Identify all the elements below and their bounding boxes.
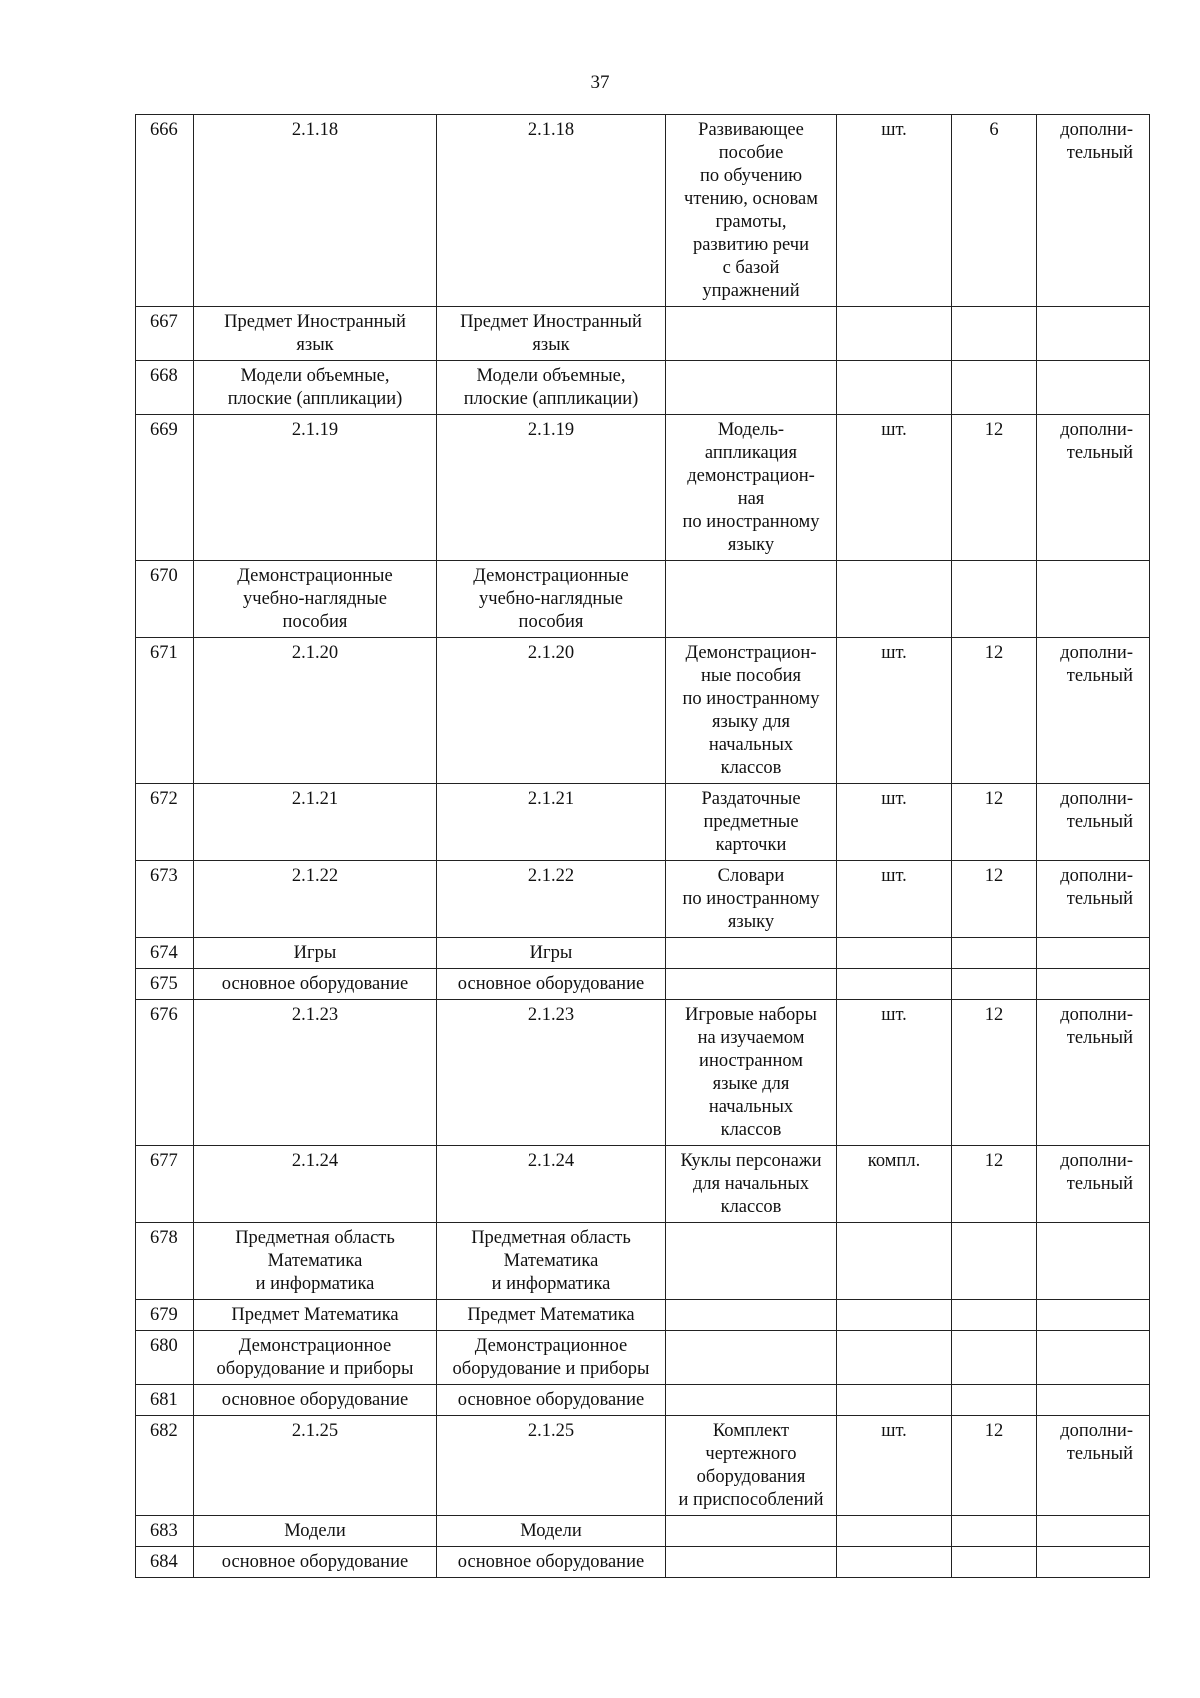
row-number-cell: 677 (136, 1146, 194, 1223)
unit-cell: шт. (837, 1416, 952, 1516)
quantity-cell: 12 (952, 1000, 1037, 1146)
table-row (136, 561, 1150, 638)
unit-cell: шт. (837, 1000, 952, 1146)
table-row (136, 938, 1150, 969)
equipment-type-cell: дополни- тельный (1037, 638, 1150, 784)
quantity-cell: 6 (952, 115, 1037, 307)
equipment-type-cell (1037, 1331, 1150, 1385)
item-name-cell: Комплект чертежного оборудования и приспособлений (666, 1416, 837, 1516)
quantity-cell: 12 (952, 784, 1037, 861)
row-number-cell: 674 (136, 938, 194, 969)
quantity-cell: 12 (952, 638, 1037, 784)
quantity-cell (952, 1223, 1037, 1300)
item-name-cell: Развивающее пособие по обучению чтению, основам грамоты, развитию речи с базой упражнений (666, 115, 837, 307)
table-row (136, 1223, 1150, 1300)
section-code-alt-cell: основное оборудование (437, 1547, 666, 1578)
unit-cell (837, 1223, 952, 1300)
item-name-cell: Игровые наборы на изучаемом иностранном языке для начальных классов (666, 1000, 837, 1146)
row-number-cell: 668 (136, 361, 194, 415)
row-number-cell: 681 (136, 1385, 194, 1416)
item-name-cell: Модель- аппликация демонстрацион- ная по иностранному языку (666, 415, 837, 561)
section-code-cell: 2.1.18 (194, 115, 437, 307)
item-name-cell (666, 1300, 837, 1331)
quantity-cell (952, 1300, 1037, 1331)
table-row (136, 415, 1150, 561)
section-code-alt-cell: Модели (437, 1516, 666, 1547)
item-name-cell (666, 307, 837, 361)
table-row (136, 1516, 1150, 1547)
section-code-alt-cell: 2.1.24 (437, 1146, 666, 1223)
unit-cell: шт. (837, 861, 952, 938)
equipment-type-cell (1037, 1223, 1150, 1300)
item-name-cell: Куклы персонажи для начальных классов (666, 1146, 837, 1223)
table-row (136, 1416, 1150, 1516)
quantity-cell (952, 1385, 1037, 1416)
quantity-cell (952, 1331, 1037, 1385)
row-number-cell: 672 (136, 784, 194, 861)
equipment-type-cell: дополни- тельный (1037, 784, 1150, 861)
section-code-alt-cell: 2.1.18 (437, 115, 666, 307)
section-code-alt-cell: Демонстрационное оборудование и приборы (437, 1331, 666, 1385)
table-row (136, 1547, 1150, 1578)
unit-cell (837, 1385, 952, 1416)
row-number-cell: 679 (136, 1300, 194, 1331)
section-code-cell: 2.1.22 (194, 861, 437, 938)
section-code-cell: 2.1.24 (194, 1146, 437, 1223)
quantity-cell (952, 1547, 1037, 1578)
table-row (136, 307, 1150, 361)
unit-cell (837, 1547, 952, 1578)
table-row (136, 784, 1150, 861)
section-code-cell: основное оборудование (194, 969, 437, 1000)
table-row (136, 1385, 1150, 1416)
item-name-cell (666, 938, 837, 969)
quantity-cell (952, 307, 1037, 361)
section-code-cell: основное оборудование (194, 1547, 437, 1578)
table-row (136, 361, 1150, 415)
section-code-cell: Предметная область Математика и информатика (194, 1223, 437, 1300)
row-number-cell: 682 (136, 1416, 194, 1516)
quantity-cell: 12 (952, 1146, 1037, 1223)
row-number-cell: 683 (136, 1516, 194, 1547)
section-code-cell: Демонстрационное оборудование и приборы (194, 1331, 437, 1385)
item-name-cell: Раздаточные предметные карточки (666, 784, 837, 861)
table-body (136, 115, 1150, 1578)
section-code-cell: Модели объемные, плоские (аппликации) (194, 361, 437, 415)
section-code-alt-cell: 2.1.19 (437, 415, 666, 561)
table-row (136, 861, 1150, 938)
unit-cell: компл. (837, 1146, 952, 1223)
unit-cell (837, 561, 952, 638)
row-number-cell: 670 (136, 561, 194, 638)
section-code-alt-cell: Модели объемные, плоские (аппликации) (437, 361, 666, 415)
unit-cell (837, 1300, 952, 1331)
table-row (136, 115, 1150, 307)
equipment-type-cell (1037, 361, 1150, 415)
row-number-cell: 680 (136, 1331, 194, 1385)
unit-cell: шт. (837, 638, 952, 784)
unit-cell: шт. (837, 415, 952, 561)
equipment-type-cell (1037, 1547, 1150, 1578)
item-name-cell: Словари по иностранному языку (666, 861, 837, 938)
section-code-cell: Модели (194, 1516, 437, 1547)
section-code-alt-cell: Игры (437, 938, 666, 969)
section-code-alt-cell: 2.1.25 (437, 1416, 666, 1516)
section-code-cell: 2.1.25 (194, 1416, 437, 1516)
section-code-alt-cell: 2.1.22 (437, 861, 666, 938)
equipment-type-cell: дополни- тельный (1037, 115, 1150, 307)
table-row (136, 1331, 1150, 1385)
row-number-cell: 684 (136, 1547, 194, 1578)
row-number-cell: 666 (136, 115, 194, 307)
unit-cell: шт. (837, 784, 952, 861)
page-number: 37 (590, 72, 610, 93)
item-name-cell (666, 1385, 837, 1416)
unit-cell: шт. (837, 115, 952, 307)
section-code-cell: 2.1.19 (194, 415, 437, 561)
table-row (136, 969, 1150, 1000)
item-name-cell (666, 969, 837, 1000)
equipment-type-cell (1037, 969, 1150, 1000)
unit-cell (837, 1516, 952, 1547)
equipment-type-cell: дополни- тельный (1037, 861, 1150, 938)
quantity-cell (952, 561, 1037, 638)
section-code-cell: 2.1.21 (194, 784, 437, 861)
equipment-type-cell: дополни- тельный (1037, 415, 1150, 561)
unit-cell (837, 307, 952, 361)
equipment-type-cell (1037, 938, 1150, 969)
section-code-alt-cell: Предметная область Математика и информатика (437, 1223, 666, 1300)
equipment-type-cell: дополни- тельный (1037, 1000, 1150, 1146)
quantity-cell: 12 (952, 861, 1037, 938)
table-row (136, 1146, 1150, 1223)
section-code-cell: Игры (194, 938, 437, 969)
equipment-type-cell (1037, 307, 1150, 361)
section-code-cell: 2.1.23 (194, 1000, 437, 1146)
section-code-cell: Демонстрационные учебно-наглядные пособия (194, 561, 437, 638)
item-name-cell: Демонстрацион- ные пособия по иностранному языку для начальных классов (666, 638, 837, 784)
row-number-cell: 667 (136, 307, 194, 361)
table-row (136, 638, 1150, 784)
section-code-alt-cell: основное оборудование (437, 969, 666, 1000)
unit-cell (837, 361, 952, 415)
quantity-cell (952, 938, 1037, 969)
quantity-cell: 12 (952, 1416, 1037, 1516)
item-name-cell (666, 1223, 837, 1300)
item-name-cell (666, 1331, 837, 1385)
section-code-cell: основное оборудование (194, 1385, 437, 1416)
section-code-alt-cell: 2.1.23 (437, 1000, 666, 1146)
section-code-alt-cell: Демонстрационные учебно-наглядные пособия (437, 561, 666, 638)
row-number-cell: 676 (136, 1000, 194, 1146)
unit-cell (837, 1331, 952, 1385)
row-number-cell: 675 (136, 969, 194, 1000)
table-row (136, 1000, 1150, 1146)
row-number-cell: 669 (136, 415, 194, 561)
equipment-type-cell (1037, 1385, 1150, 1416)
section-code-cell: Предмет Иностранный язык (194, 307, 437, 361)
equipment-table (135, 114, 1150, 1578)
section-code-alt-cell: Предмет Иностранный язык (437, 307, 666, 361)
item-name-cell (666, 361, 837, 415)
row-number-cell: 673 (136, 861, 194, 938)
section-code-alt-cell: 2.1.20 (437, 638, 666, 784)
section-code-alt-cell: 2.1.21 (437, 784, 666, 861)
equipment-type-cell: дополни- тельный (1037, 1146, 1150, 1223)
equipment-type-cell: дополни- тельный (1037, 1416, 1150, 1516)
section-code-alt-cell: основное оборудование (437, 1385, 666, 1416)
item-name-cell (666, 1547, 837, 1578)
item-name-cell (666, 561, 837, 638)
quantity-cell (952, 1516, 1037, 1547)
equipment-type-cell (1037, 561, 1150, 638)
quantity-cell: 12 (952, 415, 1037, 561)
section-code-cell: Предмет Математика (194, 1300, 437, 1331)
unit-cell (837, 969, 952, 1000)
item-name-cell (666, 1516, 837, 1547)
section-code-alt-cell: Предмет Математика (437, 1300, 666, 1331)
equipment-type-cell (1037, 1300, 1150, 1331)
table-row (136, 1300, 1150, 1331)
equipment-type-cell (1037, 1516, 1150, 1547)
unit-cell (837, 938, 952, 969)
quantity-cell (952, 969, 1037, 1000)
quantity-cell (952, 361, 1037, 415)
row-number-cell: 678 (136, 1223, 194, 1300)
section-code-cell: 2.1.20 (194, 638, 437, 784)
row-number-cell: 671 (136, 638, 194, 784)
